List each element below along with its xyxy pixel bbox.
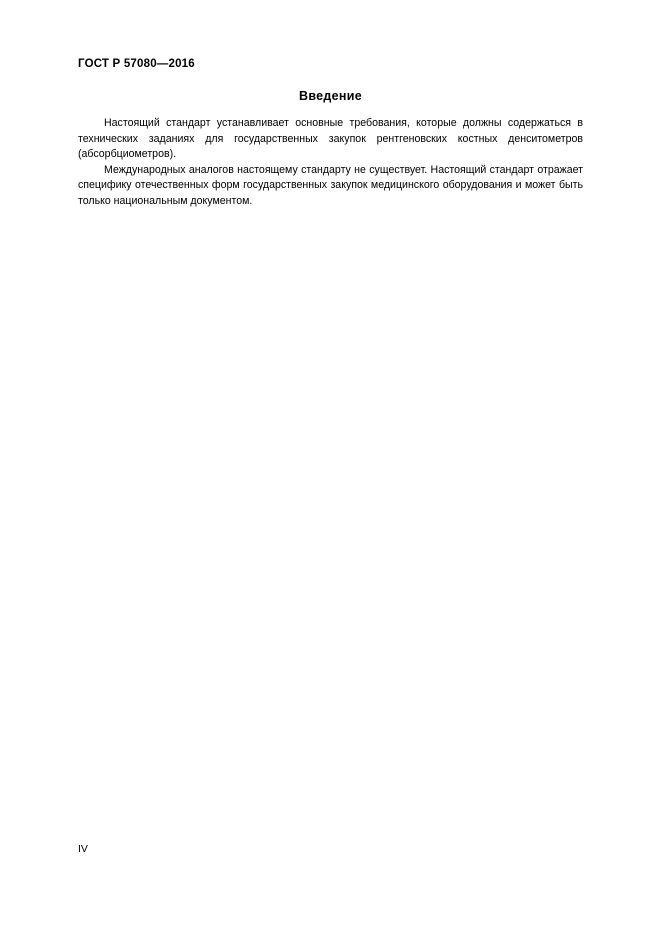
- page-number: IV: [78, 843, 88, 855]
- paragraph: Международных аналогов настоящему стандарту не существует. Настоящий стандарт отражает специфику отечественных форм государственных закупок медицинского оборудования и может быть только национальным документом.: [78, 163, 583, 207]
- page-title: Введение: [299, 89, 362, 103]
- body-text: [78, 116, 583, 209]
- standard-code-header: ГОСТ Р 57080—2016: [78, 58, 195, 70]
- paragraph: Настоящий стандарт устанавливает основные требования, которые должны содержаться в технических заданиях для государственных закупок рентгеновских костных денситометров (абсорбциометров).: [78, 117, 583, 160]
